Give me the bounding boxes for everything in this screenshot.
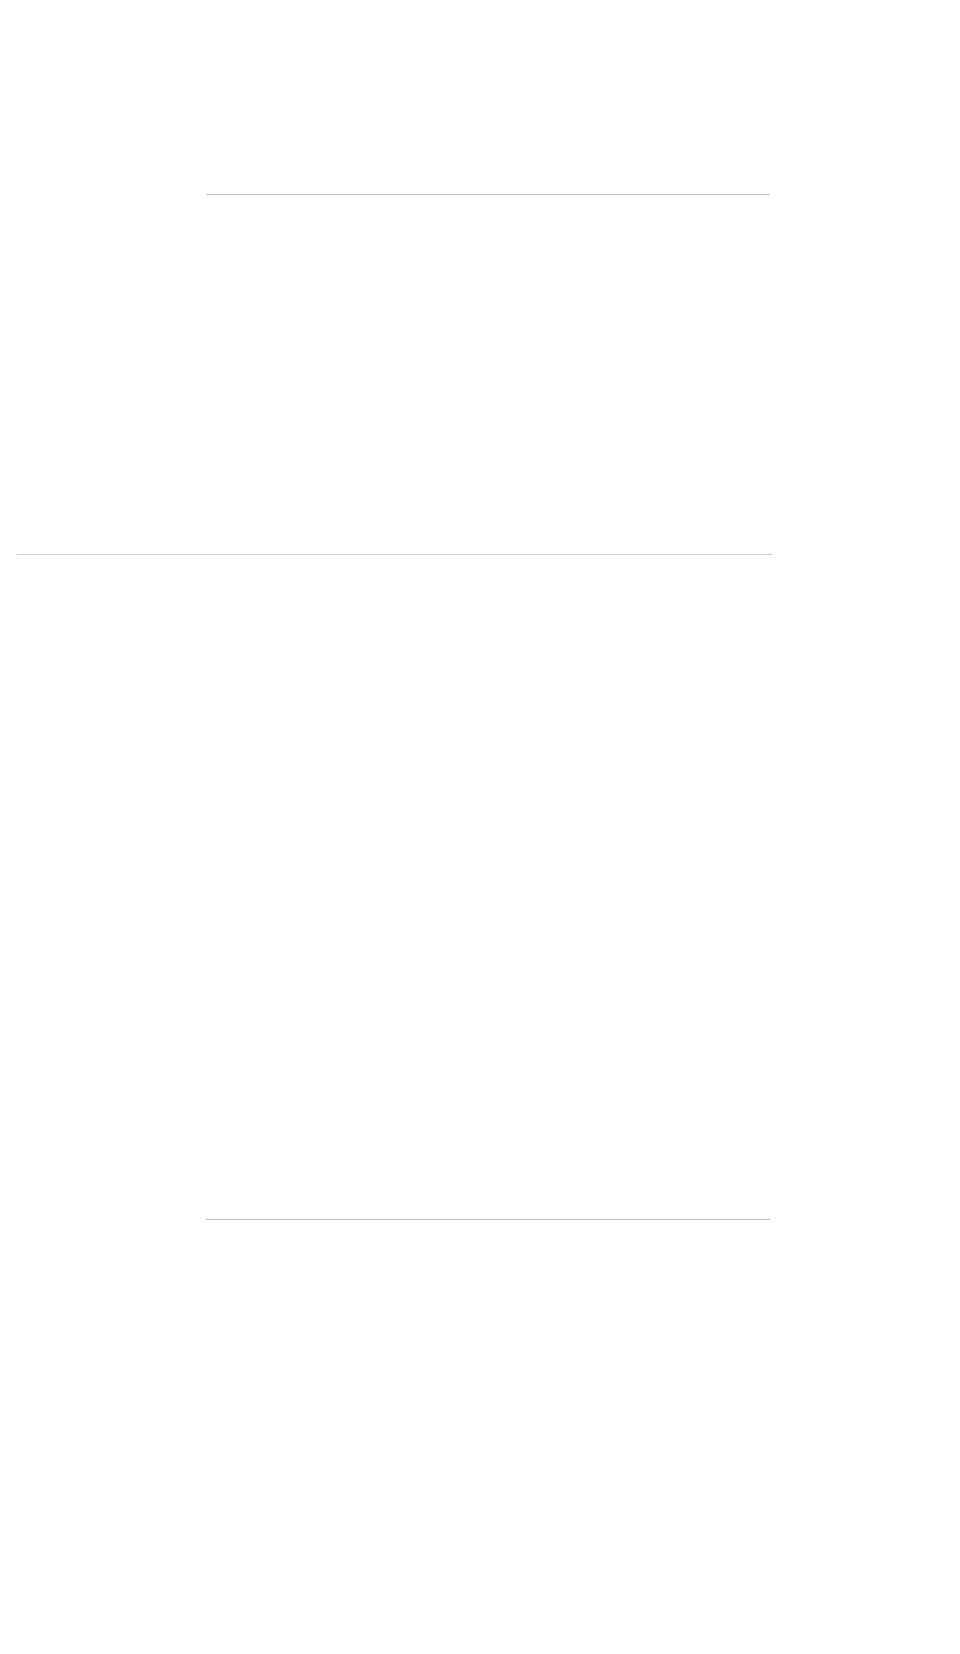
divider xyxy=(206,1219,770,1220)
header-divider xyxy=(17,554,772,555)
divider xyxy=(206,194,770,195)
